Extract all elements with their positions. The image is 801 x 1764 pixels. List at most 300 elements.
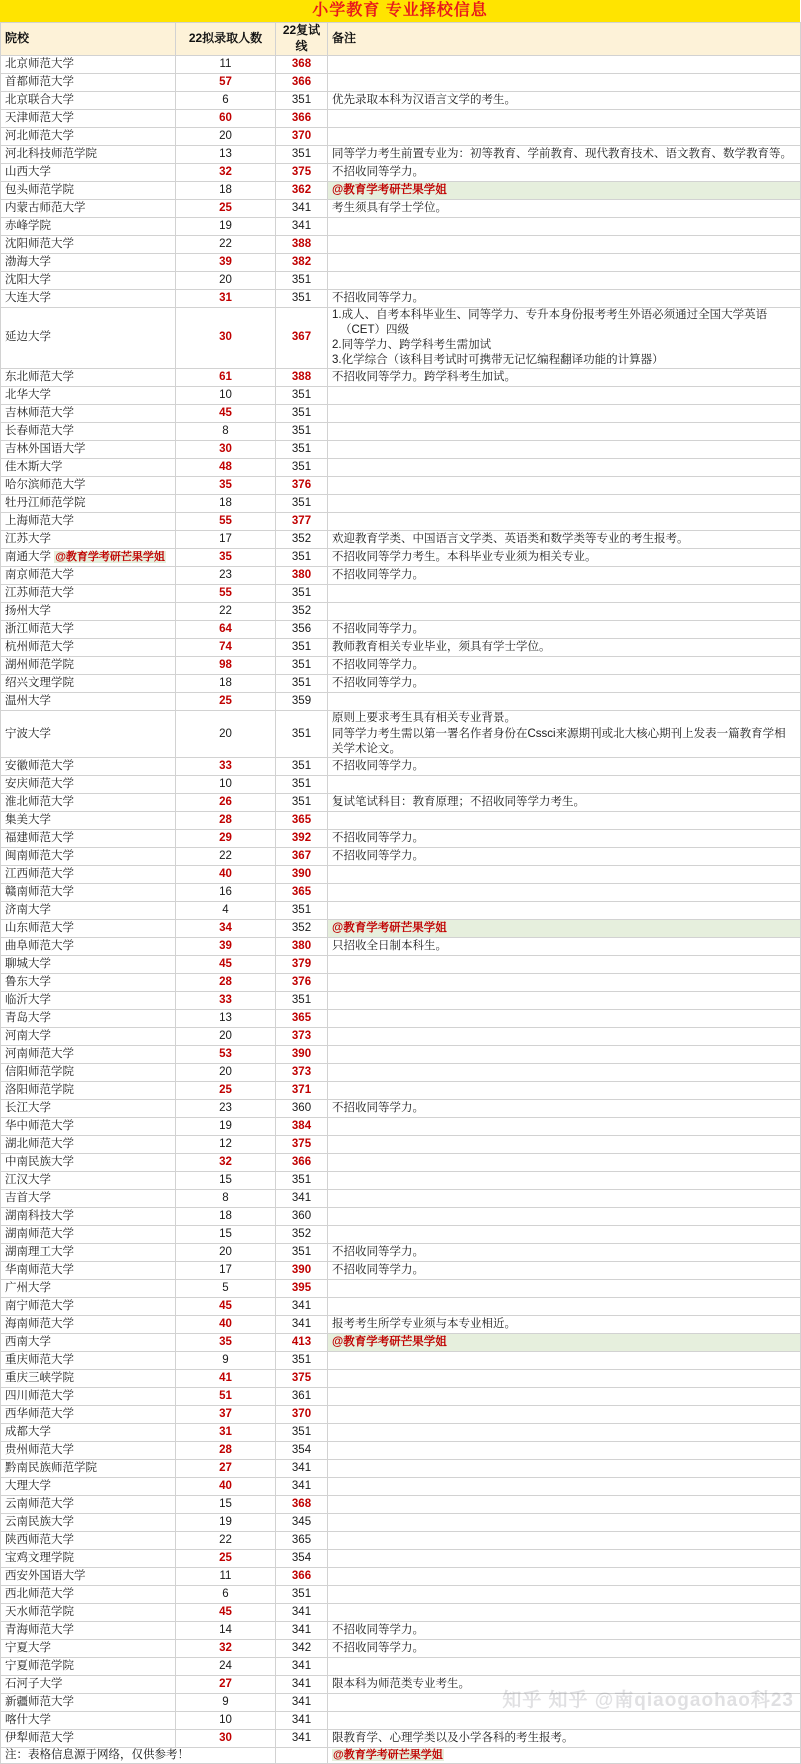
count-value: 9 (222, 1353, 229, 1366)
line-value: 341 (291, 1695, 312, 1708)
count-value: 26 (219, 795, 232, 808)
cell-school (1, 1315, 176, 1333)
cell-count (176, 513, 276, 531)
table-row (1, 1279, 801, 1297)
cell-note (328, 883, 801, 901)
cell-line (276, 1567, 328, 1585)
table-row (1, 1207, 801, 1225)
count-value: 20 (219, 1065, 232, 1078)
cell-note (328, 1243, 801, 1261)
cell-line (276, 1261, 328, 1279)
cell-note (328, 1171, 801, 1189)
cell-line (276, 423, 328, 441)
count-value: 51 (219, 1389, 232, 1402)
cell-count (176, 1369, 276, 1387)
cell-count (176, 73, 276, 91)
line-value: 380 (291, 569, 312, 582)
cell-school (1, 253, 176, 271)
count-value: 60 (219, 111, 232, 124)
line-value: 351 (291, 677, 312, 690)
cell-note (328, 1567, 801, 1585)
cell-note (328, 1189, 801, 1207)
table-row (1, 1657, 801, 1675)
cell-line (276, 1639, 328, 1657)
table-row (1, 1261, 801, 1279)
school-name: 吉林师范大学 (5, 407, 74, 420)
count-value: 57 (219, 75, 232, 88)
school-name: 信阳师范学院 (5, 1065, 74, 1078)
school-name: 宁夏师范学院 (5, 1659, 74, 1672)
line-value: 390 (291, 1047, 312, 1060)
line-value: 366 (291, 111, 312, 124)
cell-line (276, 459, 328, 477)
table-row (1, 1477, 801, 1495)
note-line: 1.成人、自考本科毕业生、同等学力、专升本身份报考考生外语必须通过全国大学英语 (332, 308, 768, 321)
line-value: 341 (291, 1299, 312, 1312)
cell-note (328, 1459, 801, 1477)
school-name: 青岛大学 (5, 1011, 51, 1024)
cell-note (328, 73, 801, 91)
line-value: 345 (291, 1515, 312, 1528)
cell-note (328, 793, 801, 811)
count-value: 28 (219, 813, 232, 826)
cell-count (176, 829, 276, 847)
line-value: 382 (291, 255, 312, 268)
cell-line (276, 1189, 328, 1207)
cell-school (1, 1117, 176, 1135)
cell-line (276, 811, 328, 829)
count-value: 32 (219, 1641, 232, 1654)
cell-line (276, 829, 328, 847)
note-text: 不招收同等学力。 (332, 291, 424, 304)
cell-note (328, 369, 801, 387)
school-name: 湖南理工大学 (5, 1245, 74, 1258)
cell-count (176, 1603, 276, 1621)
count-value: 39 (219, 255, 232, 268)
cell-count (176, 1711, 276, 1729)
cell-school (1, 1495, 176, 1513)
table-row (1, 1099, 801, 1117)
line-value: 413 (291, 1335, 312, 1348)
cell-school (1, 1585, 176, 1603)
brand-watermark: @教育学考研芒果学姐 (332, 921, 447, 934)
table-row (1, 253, 801, 271)
count-value: 8 (222, 1191, 229, 1204)
cell-school (1, 513, 176, 531)
line-value: 376 (291, 975, 312, 988)
school-name: 贵州师范大学 (5, 1443, 74, 1456)
school-name: 渤海大学 (5, 255, 51, 268)
cell-school (1, 1027, 176, 1045)
cell-school (1, 1477, 176, 1495)
cell-note (328, 495, 801, 513)
count-value: 10 (219, 389, 232, 402)
count-value: 13 (219, 1011, 232, 1024)
cell-count (176, 1315, 276, 1333)
line-value: 351 (291, 1173, 312, 1186)
count-value: 12 (219, 1137, 232, 1150)
cell-note (328, 1315, 801, 1333)
line-value: 395 (291, 1281, 312, 1294)
school-name: 云南民族大学 (5, 1515, 74, 1528)
cell-line (276, 217, 328, 235)
line-value: 351 (291, 641, 312, 654)
cell-note (328, 973, 801, 991)
table-row (1, 1711, 801, 1729)
cell-note (328, 1495, 801, 1513)
cell-school (1, 307, 176, 369)
cell-line (276, 1207, 328, 1225)
cell-count (176, 621, 276, 639)
count-value: 20 (219, 273, 232, 286)
note-text: 不招收同等学力。 (332, 1623, 424, 1636)
school-name: 北京联合大学 (5, 93, 74, 106)
cell-note (328, 919, 801, 937)
line-value: 341 (291, 1623, 312, 1636)
cell-count (176, 1513, 276, 1531)
count-value: 33 (219, 759, 232, 772)
cell-school (1, 621, 176, 639)
cell-line (276, 757, 328, 775)
count-value: 25 (219, 1551, 232, 1564)
cell-school (1, 1189, 176, 1207)
count-value: 15 (219, 1497, 232, 1510)
cell-school (1, 829, 176, 847)
line-value: 360 (291, 1209, 312, 1222)
count-value: 20 (219, 1245, 232, 1258)
school-name: 温州大学 (5, 695, 51, 708)
zhihu-logo: 知乎 (502, 1690, 543, 1711)
school-name: 上海师范大学 (5, 515, 74, 528)
cell-school (1, 1297, 176, 1315)
cell-count (176, 657, 276, 675)
school-name: 大连大学 (5, 291, 51, 304)
cell-count (176, 441, 276, 459)
brand-watermark: @教育学考研芒果学姐 (55, 551, 165, 564)
school-name: 伊犁师范大学 (5, 1731, 74, 1744)
cell-line (276, 441, 328, 459)
cell-line (276, 1297, 328, 1315)
line-value: 361 (291, 1389, 312, 1402)
cell-school (1, 127, 176, 145)
cell-note (328, 1405, 801, 1423)
table-head (1, 23, 801, 56)
table-row (1, 513, 801, 531)
cell-school (1, 1135, 176, 1153)
school-name: 河南大学 (5, 1029, 51, 1042)
column-header-school: 院校 (1, 23, 176, 56)
cell-school (1, 1639, 176, 1657)
cell-count (176, 145, 276, 163)
cell-count (176, 1045, 276, 1063)
table-row (1, 675, 801, 693)
count-value: 5 (222, 1281, 229, 1294)
cell-count (176, 1531, 276, 1549)
note-text: 不招收同等学力考生。本科毕业专业须为相关专业。 (332, 551, 597, 564)
cell-line (276, 145, 328, 163)
cell-line (276, 955, 328, 973)
cell-line (276, 1225, 328, 1243)
cell-line (276, 235, 328, 253)
cell-school (1, 1009, 176, 1027)
count-value: 20 (219, 1029, 232, 1042)
school-name: 沈阳大学 (5, 273, 51, 286)
table-row (1, 1513, 801, 1531)
cell-count (176, 937, 276, 955)
cell-count (176, 1387, 276, 1405)
table-row (1, 621, 801, 639)
table-row (1, 1171, 801, 1189)
cell-count (176, 1261, 276, 1279)
count-value: 20 (219, 727, 232, 740)
school-name: 江西师范大学 (5, 867, 74, 880)
cell-note (328, 901, 801, 919)
column-header-note: 备注 (328, 23, 801, 56)
cell-count (176, 1459, 276, 1477)
cell-count (176, 307, 276, 369)
cell-count (176, 549, 276, 567)
cell-school (1, 1387, 176, 1405)
line-value: 351 (291, 407, 312, 420)
school-name: 青海师范大学 (5, 1623, 74, 1636)
school-name: 集美大学 (5, 813, 51, 826)
cell-school (1, 1603, 176, 1621)
note-text: 不招收同等学力。 (332, 1263, 424, 1276)
cell-line (276, 1117, 328, 1135)
cell-line (276, 55, 328, 73)
count-value: 27 (219, 1677, 232, 1690)
school-name: 山东师范大学 (5, 921, 74, 934)
cell-count (176, 405, 276, 423)
cell-count (176, 901, 276, 919)
table-row (1, 757, 801, 775)
count-value: 45 (219, 957, 232, 970)
cell-school (1, 109, 176, 127)
cell-school (1, 289, 176, 307)
cell-line (276, 199, 328, 217)
school-name: 海南师范大学 (5, 1317, 74, 1330)
count-value: 27 (219, 1461, 232, 1474)
line-value: 352 (291, 533, 312, 546)
cell-count (176, 1333, 276, 1351)
cell-line (276, 991, 328, 1009)
count-value: 11 (219, 1569, 232, 1582)
cell-note (328, 271, 801, 289)
note-text: 教师教育相关专业毕业，须具有学士学位。 (332, 641, 551, 654)
table-foot (1, 1747, 801, 1763)
table-row (1, 1243, 801, 1261)
cell-count (176, 1081, 276, 1099)
cell-note (328, 1513, 801, 1531)
count-value: 22 (219, 1533, 232, 1546)
cell-count (176, 1099, 276, 1117)
line-value: 366 (291, 1569, 312, 1582)
cell-line (276, 973, 328, 991)
cell-line (276, 1153, 328, 1171)
school-name: 湖北师范大学 (5, 1137, 74, 1150)
cell-school (1, 549, 176, 567)
cell-count (176, 1495, 276, 1513)
cell-note (328, 531, 801, 549)
table-row (1, 991, 801, 1009)
cell-line (276, 1693, 328, 1711)
school-name: 重庆三峡学院 (5, 1371, 74, 1384)
cell-note (328, 127, 801, 145)
cell-count (176, 1441, 276, 1459)
school-name: 西北师范大学 (5, 1587, 74, 1600)
table-row (1, 1405, 801, 1423)
line-value: 351 (291, 1245, 312, 1258)
cell-note (328, 477, 801, 495)
cell-line (276, 109, 328, 127)
table-row (1, 1351, 801, 1369)
footer-disclaimer: 注：表格信息源于网络，仅供参考！ (1, 1747, 276, 1763)
cell-school (1, 477, 176, 495)
school-name: 河北师范大学 (5, 129, 74, 142)
line-value: 341 (291, 1317, 312, 1330)
cell-count (176, 1351, 276, 1369)
school-name: 新疆师范大学 (5, 1695, 74, 1708)
table-row (1, 387, 801, 405)
line-value: 376 (291, 479, 312, 492)
note-text: 不招收同等学力。 (332, 623, 424, 636)
cell-count (176, 459, 276, 477)
cell-note (328, 621, 801, 639)
cell-line (276, 1531, 328, 1549)
cell-count (176, 1063, 276, 1081)
school-name: 黔南民族师范学院 (5, 1461, 97, 1474)
cell-note (328, 1333, 801, 1351)
count-value: 64 (219, 623, 232, 636)
count-value: 31 (219, 1425, 232, 1438)
cell-school (1, 937, 176, 955)
cell-school (1, 1369, 176, 1387)
cell-school (1, 1693, 176, 1711)
cell-note (328, 307, 801, 369)
cell-note (328, 1135, 801, 1153)
cell-school (1, 1621, 176, 1639)
zhihu-handle: 知乎 @南qiaogaohao科23 (548, 1690, 794, 1711)
note-text: 考生须具有学士学位。 (332, 201, 447, 214)
line-value: 356 (291, 623, 312, 636)
cell-note (328, 1729, 801, 1747)
school-name: 宁波大学 (5, 727, 51, 740)
school-name: 南通大学 (5, 551, 51, 564)
cell-note (328, 1081, 801, 1099)
cell-count (176, 1639, 276, 1657)
cell-note (328, 955, 801, 973)
note-text: 不招收同等学力。 (332, 677, 424, 690)
cell-school (1, 991, 176, 1009)
cell-note (328, 1027, 801, 1045)
count-value: 40 (219, 1317, 232, 1330)
line-value: 388 (291, 371, 312, 384)
cell-count (176, 811, 276, 829)
cell-note (328, 1099, 801, 1117)
cell-school (1, 1459, 176, 1477)
table-row (1, 693, 801, 711)
line-value: 352 (291, 605, 312, 618)
cell-line (276, 271, 328, 289)
cell-line (276, 289, 328, 307)
cell-note (328, 91, 801, 109)
table-row (1, 1315, 801, 1333)
cell-note (328, 639, 801, 657)
cell-school (1, 1513, 176, 1531)
count-value: 55 (219, 587, 232, 600)
cell-line (276, 1333, 328, 1351)
school-name: 宁夏大学 (5, 1641, 51, 1654)
cell-count (176, 955, 276, 973)
school-name: 吉首大学 (5, 1191, 51, 1204)
table-row (1, 1225, 801, 1243)
school-name: 聊城大学 (5, 957, 51, 970)
cell-school (1, 217, 176, 235)
cell-school (1, 531, 176, 549)
table-row (1, 1027, 801, 1045)
cell-school (1, 603, 176, 621)
page-title-bar (0, 0, 800, 22)
footer-spacer (276, 1747, 328, 1763)
line-value: 375 (291, 165, 312, 178)
school-name: 云南师范大学 (5, 1497, 74, 1510)
cell-line (276, 1027, 328, 1045)
school-name: 宝鸡文理学院 (5, 1551, 74, 1564)
cell-count (176, 1585, 276, 1603)
cell-school (1, 163, 176, 181)
count-value: 22 (219, 605, 232, 618)
cell-count (176, 495, 276, 513)
line-value: 341 (291, 1677, 312, 1690)
table-row (1, 217, 801, 235)
table-row (1, 1189, 801, 1207)
table-row (1, 1549, 801, 1567)
cell-note (328, 199, 801, 217)
cell-note (328, 1549, 801, 1567)
cell-school (1, 181, 176, 199)
school-name: 扬州大学 (5, 605, 51, 618)
cell-line (276, 1405, 328, 1423)
cell-line (276, 567, 328, 585)
cell-count (176, 1225, 276, 1243)
count-value: 25 (219, 1083, 232, 1096)
cell-school (1, 793, 176, 811)
table-row (1, 793, 801, 811)
count-value: 19 (219, 1119, 232, 1132)
line-value: 379 (291, 957, 312, 970)
cell-school (1, 1063, 176, 1081)
school-name: 华南师范大学 (5, 1263, 74, 1276)
cell-count (176, 1279, 276, 1297)
count-value: 22 (219, 237, 232, 250)
cell-count (176, 973, 276, 991)
cell-note (328, 1639, 801, 1657)
count-value: 18 (219, 183, 232, 196)
cell-note (328, 1117, 801, 1135)
column-header-line: 22复试线 (276, 23, 328, 56)
school-name: 成都大学 (5, 1425, 51, 1438)
cell-school (1, 1423, 176, 1441)
line-value: 365 (291, 1011, 312, 1024)
cell-line (276, 369, 328, 387)
note-line: 同等学力考生需以第一署名作者身份在Cssci来源期刊或北大核心期刊上发表一篇教育学相 (332, 727, 786, 740)
count-value: 29 (219, 831, 232, 844)
line-value: 390 (291, 867, 312, 880)
table-row (1, 639, 801, 657)
line-value: 351 (291, 497, 312, 510)
school-name: 中南民族大学 (5, 1155, 74, 1168)
cell-count (176, 109, 276, 127)
